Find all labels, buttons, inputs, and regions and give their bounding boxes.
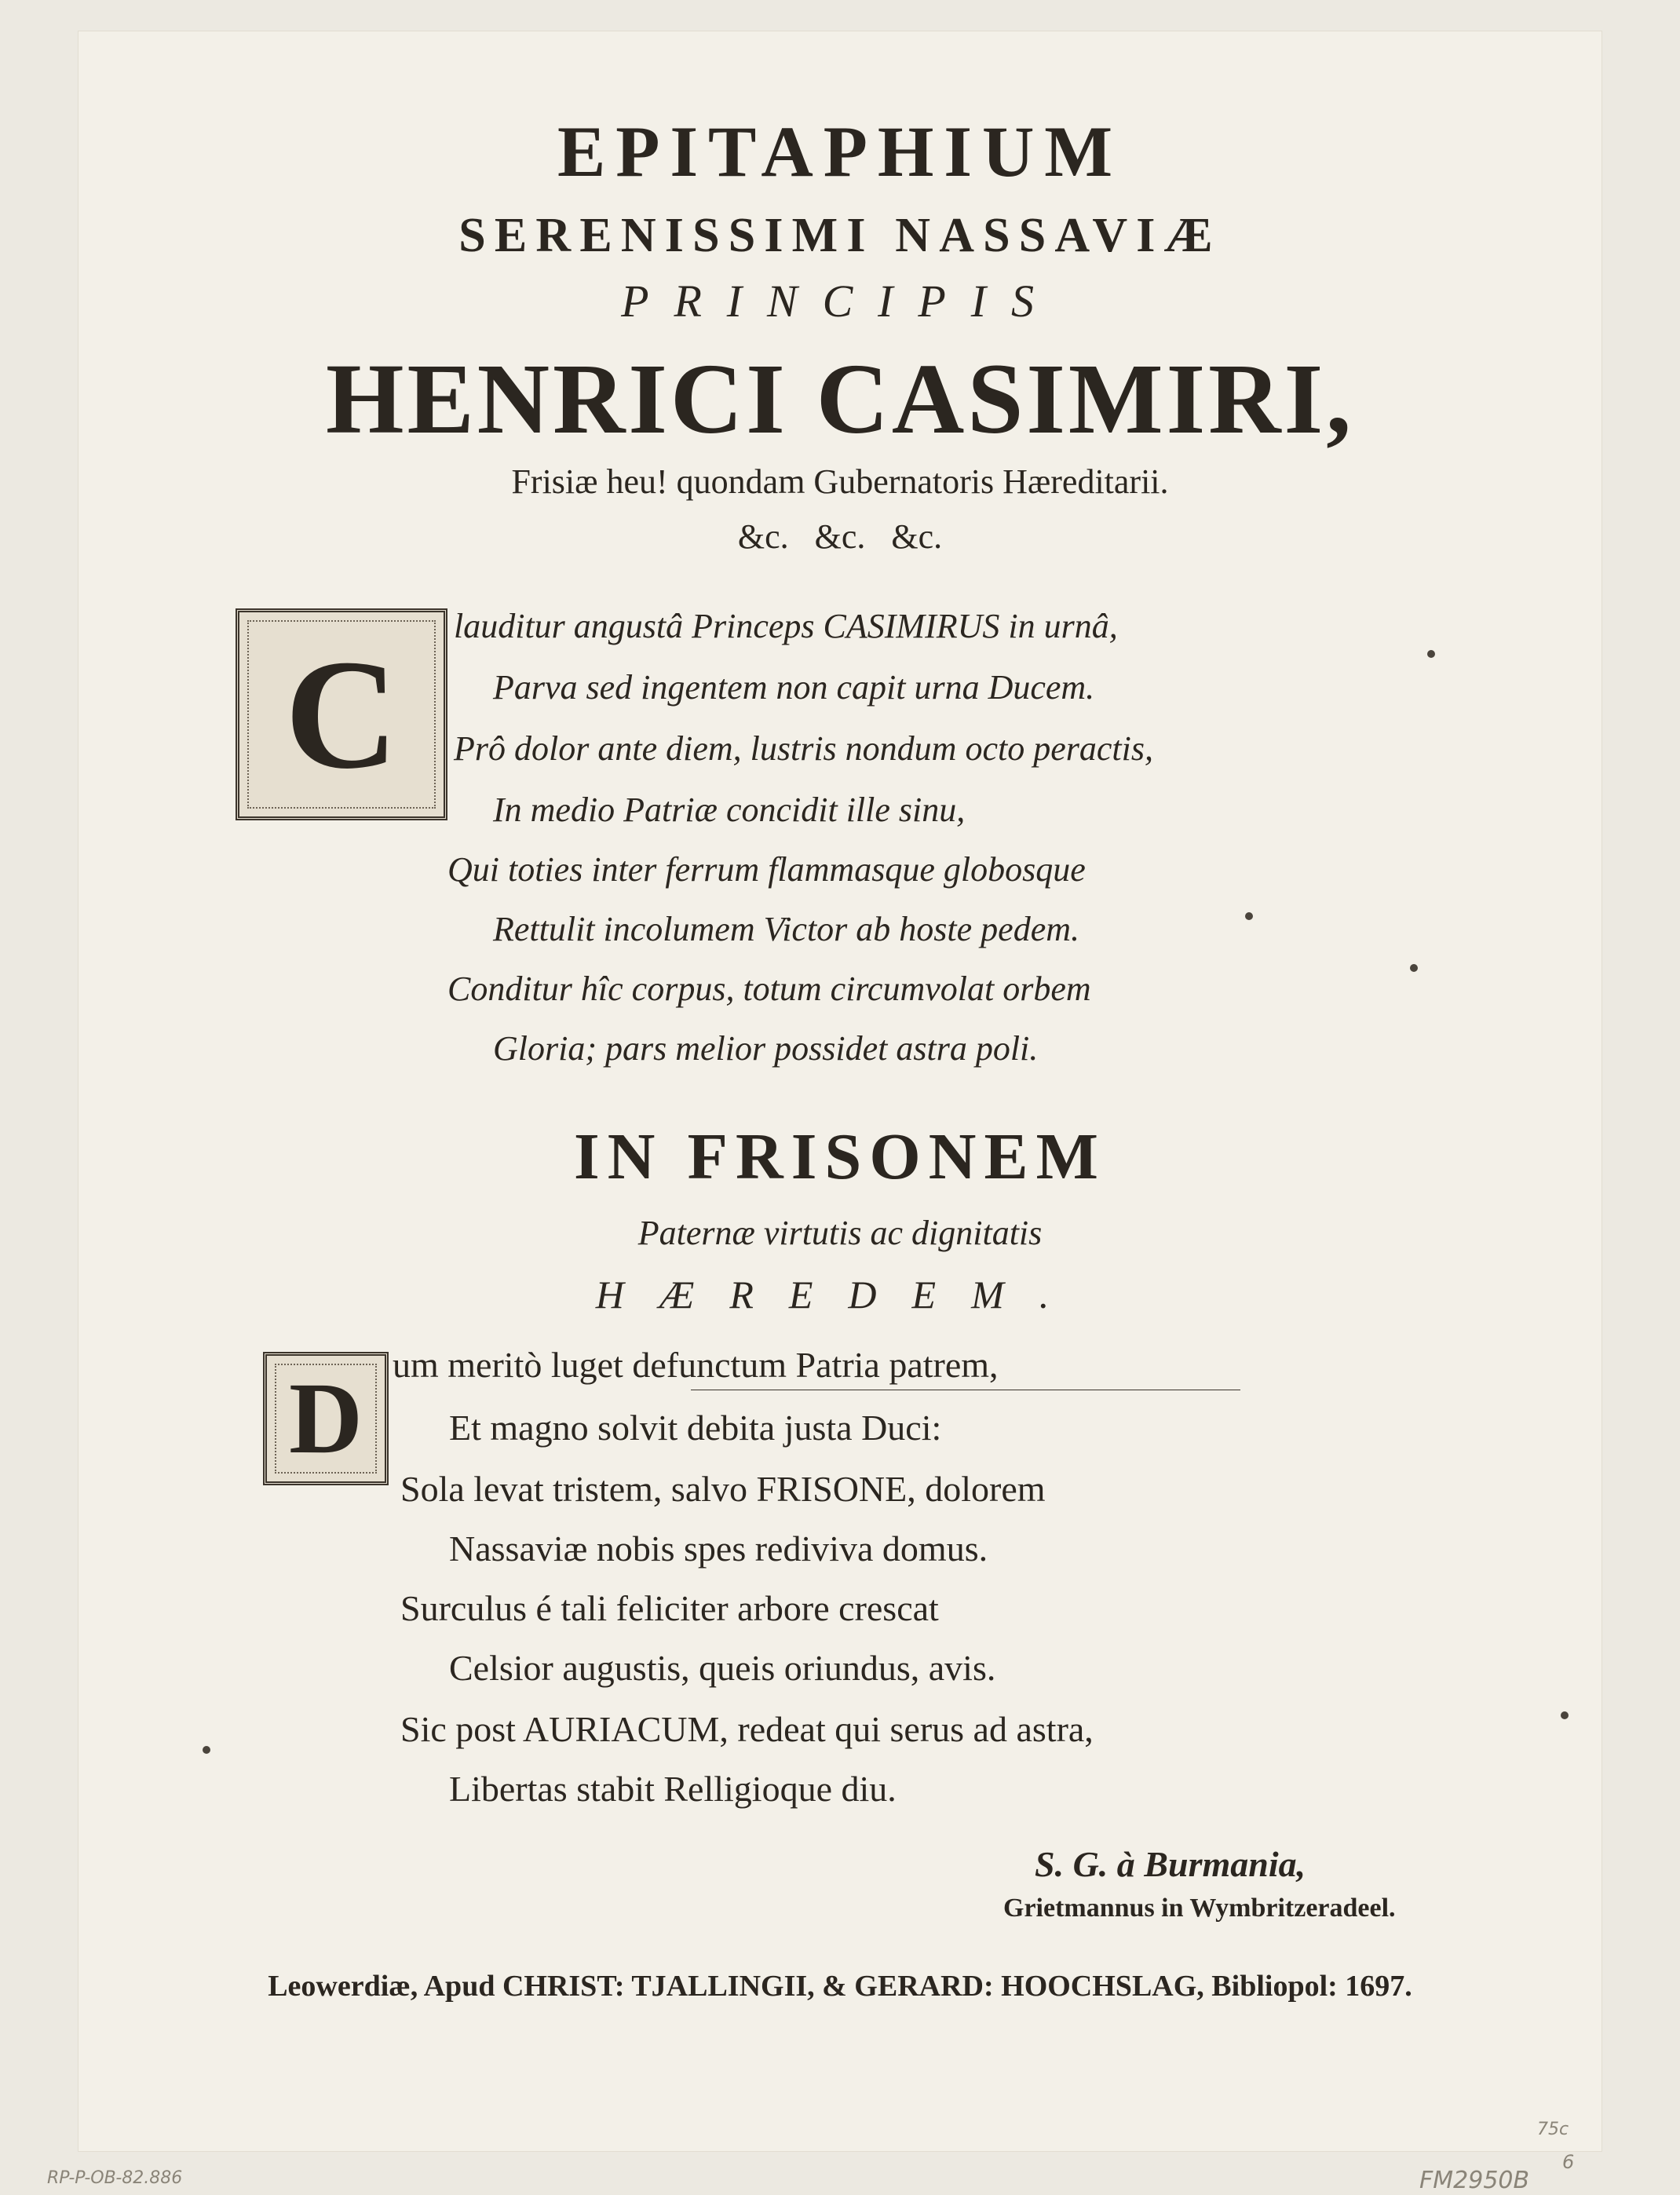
poem1-line-1: lauditur angustâ Princeps CASIMIRUS in urnâ,: [454, 607, 1118, 645]
poem1-line-4: In medio Patriæ concidit ille sinu,: [493, 791, 966, 829]
heading-in-frisonem: IN FRISONEM: [574, 1120, 1106, 1193]
poem2-line-4: Nassaviæ nobis spes rediviva domus.: [449, 1528, 988, 1569]
title-epitaphium: EPITAPHIUM: [557, 111, 1123, 192]
poem2-line-6: Celsior augustis, queis oriundus, avis.: [449, 1648, 996, 1688]
archive-pencil: 75c: [1537, 2120, 1569, 2139]
poem2-line-1: um meritò luget defunctum Patria patrem,: [393, 1345, 999, 1385]
poem2-line-3: Sola levat tristem, salvo FRISONE, dolorem: [400, 1469, 1046, 1509]
heading-haeredem: HÆREDEM.: [595, 1273, 1085, 1317]
title-henrici-casimiri: HENRICI CASIMIRI,: [326, 343, 1354, 455]
poem1-line-7: Conditur hîc corpus, totum circumvolat orbem: [447, 970, 1091, 1008]
archive-mark-right: FM2950B: [1419, 2167, 1530, 2194]
heading-paternae: Paternæ virtutis ac dignitatis: [637, 1214, 1043, 1252]
ink-speck: [1427, 650, 1435, 658]
ink-speck: [1561, 1711, 1569, 1719]
ink-speck: [203, 1746, 210, 1754]
poem1-line-3: Prô dolor ante diem, lustris nondum octo peractis,: [454, 729, 1153, 768]
dropcap-d: D: [263, 1352, 389, 1485]
ink-speck: [1245, 912, 1253, 920]
dropcap-c: C: [236, 608, 447, 820]
title-etc: &c. &c. &c.: [737, 517, 943, 556]
signature-name: S. G. à Burmania,: [1035, 1844, 1306, 1884]
poem1-line-6: Rettulit incolumem Victor ab hoste pedem.: [493, 910, 1080, 948]
title-principis: PRINCIPIS: [621, 276, 1059, 327]
title-serenissimi: SERENISSIMI NASSAVIÆ: [458, 209, 1222, 262]
archive-mark-sup: 6: [1562, 2151, 1575, 2173]
poem2-line-7: Sic post AURIACUM, redeat qui serus ad astra,: [400, 1709, 1094, 1749]
poem1-line-2: Parva sed ingentem non capit urna Ducem.: [493, 668, 1095, 707]
poem1-line-5: Qui toties inter ferrum flammasque globosque: [447, 850, 1086, 889]
archive-mark-left: RP-P-OB-82.886: [47, 2168, 183, 2188]
poem2-line-5: Surculus é tali feliciter arbore crescat: [400, 1588, 939, 1628]
title-frisiae: Frisiæ heu! quondam Gubernatoris Hæreditarii.: [511, 462, 1169, 501]
imprint: Leowerdiæ, Apud CHRIST: TJALLINGII, & GERARD: HOOCHSLAG, Bibliopol: 1697.: [268, 1970, 1412, 2003]
poem1-line-8: Gloria; pars melior possidet astra poli.: [493, 1029, 1039, 1068]
poem2-line-2: Et magno solvit debita justa Duci:: [449, 1408, 942, 1448]
poem2-line-8: Libertas stabit Relligioque diu.: [449, 1769, 897, 1809]
signature-title: Grietmannus in Wymbritzeradeel.: [1003, 1894, 1396, 1923]
ink-speck: [1410, 964, 1418, 972]
